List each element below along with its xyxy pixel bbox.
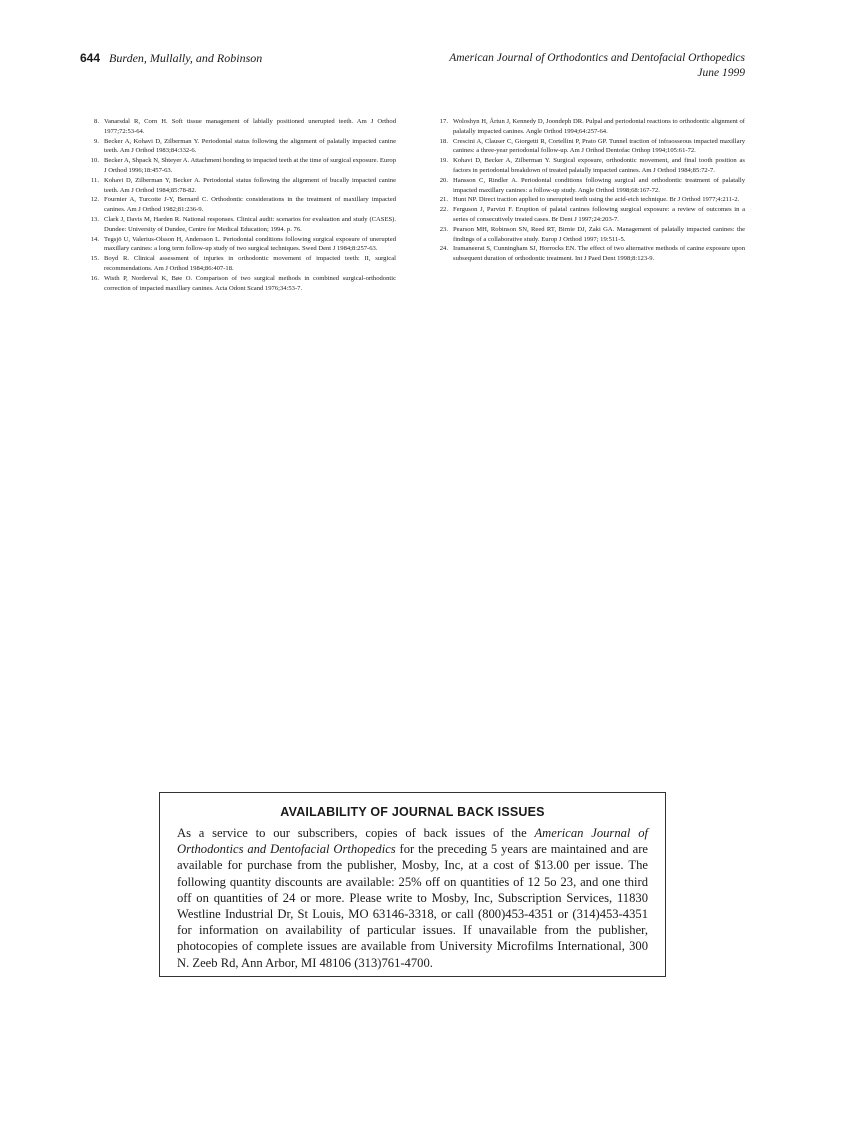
back-issues-notice (159, 792, 666, 977)
reference-item (435, 156, 745, 176)
reference-number: 14. (90, 235, 99, 243)
reference-number: 17. (439, 118, 448, 125)
running-header-right (449, 51, 745, 81)
reference-item (435, 225, 745, 245)
reference-text: Kohavi D, Zilberman Y, Becker A. Periodontal status following the alignment of bucally impacted canine teeth. Am J Orthod 1984;85:78-82. (104, 176, 396, 194)
reference-text: Becker A, Shpack N, Shteyer A. Attachment bonding to impacted teeth at the time of surgical exposure. Europ J Orthod 1996;18:457-63. (104, 157, 396, 174)
notice-title: AVAILABILITY OF JOURNAL BACK ISSUES (280, 805, 545, 819)
notice-body-details: for the preceding 5 years are maintained and are available for purchase from the publisher, Mosby, Inc, at a cost of $13.00 per issue. The following quantity discounts are available: 25% off on quantities of 12 5o 23, and one third off on quantities of 24 or more. Please write to Mosby, Inc, Subscription Services, 11830 Westline Industrial Dr, St Louis, MO 63146-3318, or call (800)453-4351 or (314)453-4351 for information on availability of particular issues. If unavailable from the publisher, photocopies of complete issues are available from University Microfilms International, 300 N. Zeeb Rd, Ann Arbor, MI 48106 (313)761-4700. (177, 842, 648, 970)
reference-text: Wisth P, Norderval K, Bøe O. Comparison of two surgical methods in combined surgical-orthodontic correction of impacted maxillary canines. Acta Odont Scand 1976;34:53-7. (104, 274, 396, 292)
issue-date: June 1999 (697, 67, 745, 79)
reference-list-left (86, 117, 396, 293)
reference-number: 18. (439, 137, 448, 145)
reference-text: Crescini A, Clauser C, Giorgetti R, Cortellini P, Prato GP. Tunnel traction of infraosseous impacted maxillary canines: a three-year periodontal follow-up. Am J Orthod Dentofac Orthop 1994;105:61-72. (453, 137, 745, 155)
reference-number: 20. (439, 176, 448, 184)
reference-item (86, 195, 396, 215)
reference-text: Pearson MH, Robinson SN, Reed RT, Birnie DJ, Zaki GA. Management of palatally impacted canines: the findings of a collaborative study. Europ J Orthod 1997; 19:511-5. (453, 225, 745, 243)
reference-item (86, 235, 396, 255)
reference-item (435, 117, 745, 137)
reference-item (86, 274, 396, 294)
notice-body (177, 825, 648, 971)
reference-item (435, 244, 745, 264)
reference-item (86, 117, 396, 137)
reference-text: Vanarsdal R, Corn H. Soft tissue management of labially positioned unerupted teeth. Am J Orthod 1977;72:53-64. (104, 118, 396, 135)
page-number: 644 (80, 51, 101, 65)
reference-text: Tegsjö U, Valerius-Olsson H, Andersson L. Periodontal conditions following surgical exposure of unerupted maxillary canines: a long term follow-up study of two surgical techniques. Swed Dent J 1984;8:257-63. (104, 235, 396, 253)
reference-item (86, 137, 396, 157)
reference-text: Becker A, Kohavi D, Zilberman Y. Periodontal status following the alignment of palatally impacted canine teeth. Am J Orthod 1983;84:332-6. (104, 137, 396, 155)
reference-number: 15. (90, 255, 99, 263)
reference-item (435, 195, 745, 205)
reference-text: Boyd R. Clinical assessment of injuries in orthodontic movement of impacted teeth: II, surgical recommendations. Am J Orthod 1984;86:407-18. (104, 255, 396, 272)
reference-text: Iramaneerat S, Cunningham SJ, Horrocks EN. The effect of two alternative methods of canine exposure upon subsequent duration of orthodontic treatment. Int J Paed Dent 1998;8:123-9. (453, 245, 745, 263)
reference-number: 23. (439, 225, 448, 233)
reference-text: Kohavi D, Becker A, Zilberman Y. Surgical exposure, orthodontic movement, and final tooth position as factors in periodontal breakdown of treated palatally impacted canines. Am J Orthod 1984;85:72-7. (453, 157, 745, 174)
reference-item (86, 176, 396, 196)
reference-text: Ferguson J, Parvizi F. Eruption of palatal canines following surgical exposure: a review of outcomes in a series of consecutively treated cases. Br Dent J 1997;24:203-7. (453, 206, 745, 223)
reference-item (435, 205, 745, 225)
reference-number: 9. (94, 137, 99, 145)
reference-number: 12. (90, 196, 99, 204)
reference-item (435, 137, 745, 157)
notice-body-intro: As a service to our subscribers, copies of back issues of the (177, 826, 535, 840)
notice-journal-name: American Journal of Orthodontics and Dentofacial Orthopedics (177, 826, 648, 857)
reference-text: Hunt NP. Direct traction applied to unerupted teeth using the acid-etch technique. Br J Orthod 1977;4:211-2. (453, 196, 740, 204)
running-header-left (80, 51, 262, 66)
reference-text: Clark J, Davis M, Harden R. National responses. Clinical audit: scenarios for evaluation and study (CASES). Dundee: University of Dundee, Centre for Medical Education; 1994. p. 76. (104, 215, 396, 233)
reference-number: 24. (439, 245, 448, 253)
reference-number: 21. (439, 196, 448, 204)
reference-number: 10. (90, 157, 99, 165)
reference-list-right (435, 117, 745, 264)
reference-number: 16. (90, 274, 99, 282)
journal-name: American Journal of Orthodontics and Dentofacial Orthopedics (449, 52, 745, 64)
reference-number: 8. (94, 118, 99, 125)
reference-item (86, 254, 396, 274)
reference-number: 22. (439, 206, 448, 214)
reference-text: Fournier A, Turcotte J-Y, Bernard C. Orthodontic considerations in the treatment of maxillary impacted canines. Am J Orthod 1982;81:236-9. (104, 196, 396, 214)
reference-item (86, 156, 396, 176)
reference-text: Woloshyn H, Årtun J, Kennedy D, Joondeph DR. Pulpal and periodontal reactions to orthodontic alignment of palatally impacted canines. Angle Orthod 1994;64:257-64. (453, 118, 745, 135)
running-head-authors: Burden, Mullally, and Robinson (109, 51, 263, 65)
reference-text: Hansson C, Rindler A. Periodontal conditions following surgical and orthodontic treatment of palatally impacted maxillary canines: a follow-up study. Angle Orthod 1998;68:167-72. (453, 176, 745, 194)
reference-item (86, 215, 396, 235)
reference-number: 13. (90, 215, 99, 223)
reference-number: 19. (439, 157, 448, 165)
reference-item (435, 176, 745, 196)
reference-number: 11. (91, 176, 99, 184)
